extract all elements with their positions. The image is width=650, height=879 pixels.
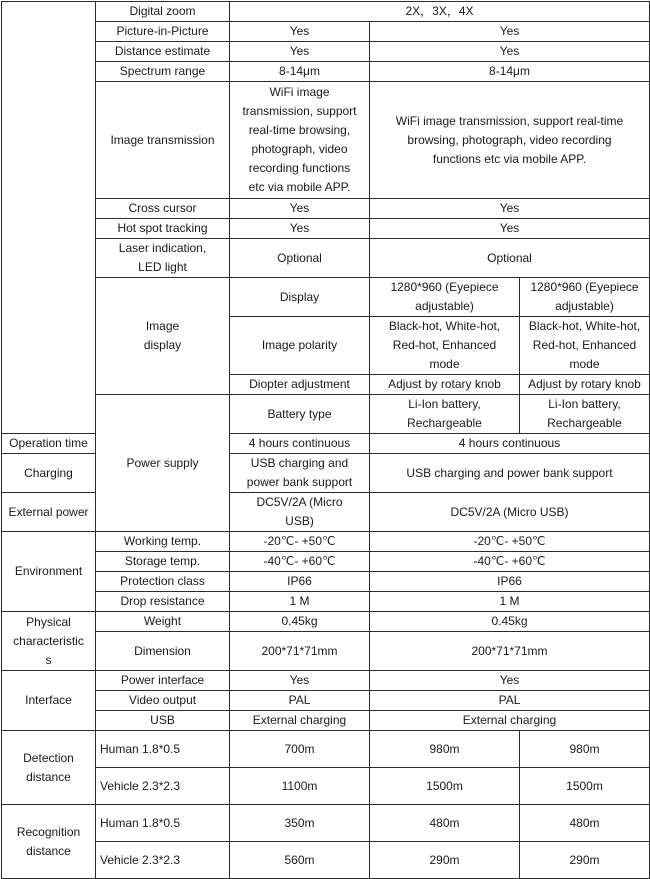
table-cell: Interface	[2, 671, 96, 731]
table-cell: 4 hours continuous	[230, 434, 370, 454]
table-cell: Recognition distance	[2, 805, 96, 879]
table-row	[2, 2, 650, 22]
table-cell: PAL	[370, 691, 650, 711]
table-cell: 1280*960 (Eyepiece adjustable)	[520, 278, 650, 317]
table-row	[2, 552, 650, 572]
table-cell: Black-hot, White-hot, Red-hot, Enhanced mode	[370, 317, 520, 375]
table-cell: Human 1.8*0.5	[96, 731, 230, 768]
table-row	[2, 612, 650, 632]
table-cell: 8-14μm	[230, 62, 370, 82]
table-cell: Weight	[96, 612, 230, 632]
table-cell: Yes	[230, 22, 370, 42]
table-cell: Hot spot tracking	[96, 219, 230, 239]
table-cell: Yes	[370, 671, 650, 691]
table-cell: USB charging and power bank support	[230, 454, 370, 493]
table-row	[2, 82, 650, 199]
table-cell: Video output	[96, 691, 230, 711]
table-cell: Optional	[370, 239, 650, 278]
table-cell: Yes	[370, 199, 650, 219]
table-cell: 980m	[370, 731, 520, 768]
table-cell: Li-Ion battery, Rechargeable	[370, 395, 520, 434]
table-cell: 1 M	[370, 592, 650, 612]
table-cell: Picture-in-Picture	[96, 22, 230, 42]
table-cell: 350m	[230, 805, 370, 842]
table-cell: Display	[230, 278, 370, 317]
table-cell: -40℃- +60℃	[370, 552, 650, 572]
table-cell: Spectrum range	[96, 62, 230, 82]
table-cell: 1500m	[520, 768, 650, 805]
table-cell: Battery type	[230, 395, 370, 434]
spec-table	[1, 1, 650, 879]
table-row	[2, 805, 650, 842]
table-row	[2, 691, 650, 711]
table-cell: -40℃- +60℃	[230, 552, 370, 572]
table-cell: Cross cursor	[96, 199, 230, 219]
table-cell: Vehicle 2.3*2.3	[96, 842, 230, 879]
table-cell: PAL	[230, 691, 370, 711]
table-cell: Black-hot, White-hot, Red-hot, Enhanced mode	[520, 317, 650, 375]
table-cell: WiFi image transmission, support real-time browsing, photograph, video recording functions etc via mobile APP.	[370, 82, 650, 199]
table-cell: Li-Ion battery, Rechargeable	[520, 395, 650, 434]
table-cell: 980m	[520, 731, 650, 768]
table-cell: USB charging and power bank support	[370, 454, 650, 493]
table-cell: DC5V/2A (Micro USB)	[230, 493, 370, 532]
table-cell: Yes	[230, 219, 370, 239]
table-cell: External charging	[370, 711, 650, 731]
table-row	[2, 768, 650, 805]
table-cell: External charging	[230, 711, 370, 731]
table-row	[2, 532, 650, 552]
table-cell: 2X，3X，4X	[230, 2, 650, 22]
table-cell: Charging	[2, 454, 96, 493]
table-cell: Protection class	[96, 572, 230, 592]
table-cell: 1 M	[230, 592, 370, 612]
table-cell: 8-14μm	[370, 62, 650, 82]
table-cell: Image polarity	[230, 317, 370, 375]
table-row	[2, 592, 650, 612]
table-cell: 1500m	[370, 768, 520, 805]
table-cell: Yes	[370, 219, 650, 239]
table-cell: Physical characteristic s	[2, 612, 96, 671]
table-cell: 480m	[520, 805, 650, 842]
table-cell: -20℃- +50℃	[230, 532, 370, 552]
table-row	[2, 842, 650, 879]
table-cell: Laser indication, LED light	[96, 239, 230, 278]
table-row	[2, 395, 650, 434]
table-cell: Distance estimate	[96, 42, 230, 62]
table-cell: Environment	[2, 532, 96, 612]
table-cell: 290m	[370, 842, 520, 879]
table-row	[2, 239, 650, 278]
table-cell: 1100m	[230, 768, 370, 805]
table-cell	[2, 2, 96, 434]
table-cell: Yes	[230, 199, 370, 219]
table-cell: Diopter adjustment	[230, 375, 370, 395]
table-row	[2, 731, 650, 768]
table-row	[2, 62, 650, 82]
table-cell: Drop resistance	[96, 592, 230, 612]
table-row	[2, 632, 650, 671]
table-cell: Image display	[96, 278, 230, 395]
table-cell: Image transmission	[96, 82, 230, 199]
table-cell: Yes	[370, 42, 650, 62]
table-cell: Yes	[370, 22, 650, 42]
table-cell: 290m	[520, 842, 650, 879]
table-cell: -20℃- +50℃	[370, 532, 650, 552]
table-cell: Power interface	[96, 671, 230, 691]
table-cell: 1280*960 (Eyepiece adjustable)	[370, 278, 520, 317]
table-cell: Adjust by rotary knob	[520, 375, 650, 395]
table-cell: Vehicle 2.3*2.3	[96, 768, 230, 805]
table-cell: 560m	[230, 842, 370, 879]
table-row	[2, 199, 650, 219]
table-cell: Working temp.	[96, 532, 230, 552]
table-row	[2, 219, 650, 239]
table-row	[2, 572, 650, 592]
table-cell: Dimension	[96, 632, 230, 671]
table-cell: Adjust by rotary knob	[370, 375, 520, 395]
table-cell: 4 hours continuous	[370, 434, 650, 454]
table-row	[2, 42, 650, 62]
table-row	[2, 278, 650, 317]
table-cell: Digital zoom	[96, 2, 230, 22]
table-cell: 200*71*71mm	[370, 632, 650, 671]
table-cell: Optional	[230, 239, 370, 278]
table-cell: DC5V/2A (Micro USB)	[370, 493, 650, 532]
table-cell: Yes	[230, 671, 370, 691]
table-cell: 0.45kg	[230, 612, 370, 632]
table-cell: Power supply	[96, 395, 230, 532]
table-cell: External power	[2, 493, 96, 532]
table-cell: WiFi image transmission, support real-time browsing, photograph, video recording functions etc via mobile APP.	[230, 82, 370, 199]
table-cell: IP66	[230, 572, 370, 592]
table-cell: Human 1.8*0.5	[96, 805, 230, 842]
table-cell: 480m	[370, 805, 520, 842]
table-row	[2, 711, 650, 731]
table-row	[2, 671, 650, 691]
table-cell: 0.45kg	[370, 612, 650, 632]
table-cell: Storage temp.	[96, 552, 230, 572]
table-cell: Detection distance	[2, 731, 96, 805]
table-row	[2, 22, 650, 42]
spec-table-body	[2, 2, 650, 879]
table-cell: 700m	[230, 731, 370, 768]
table-cell: USB	[96, 711, 230, 731]
table-cell: 200*71*71mm	[230, 632, 370, 671]
table-cell: Operation time	[2, 434, 96, 454]
table-cell: Yes	[230, 42, 370, 62]
table-cell: IP66	[370, 572, 650, 592]
